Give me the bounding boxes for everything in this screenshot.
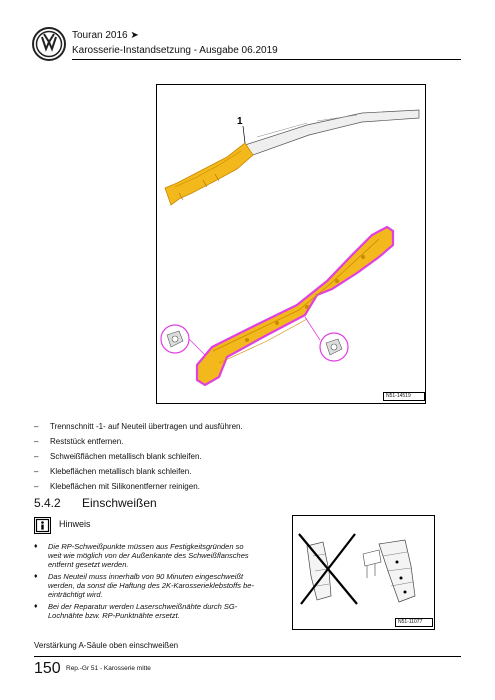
notes-list (34, 542, 274, 623)
document-title: Touran 2016 ➤ (72, 30, 139, 41)
diamond-icon: ♦ (34, 573, 38, 580)
step-item: – Klebeflächen metallisch blank schleifen. (34, 467, 192, 476)
next-procedure-link[interactable]: Verstärkung A-Säule oben einschweißen (34, 641, 179, 650)
note-item: ♦ Das Neuteil muss innerhalb von 90 Minuten eingeschweißt werden, da sonst die Haftung des 2K-Karosserieklebstoffs be- einträchtigt wird. (34, 572, 254, 599)
callout-1: 1 (237, 116, 243, 127)
section-title: Einschweißen (82, 496, 157, 510)
footer-divider (34, 656, 461, 657)
info-icon (34, 517, 51, 534)
header-divider (72, 59, 461, 60)
page-number: 150 (34, 660, 61, 677)
diamond-icon: ♦ (34, 543, 38, 550)
step-item: – Reststück entfernen. (34, 437, 124, 446)
figure-a-pillar-reinforcement (156, 84, 426, 404)
document-subtitle: Karosserie-Instandsetzung - Ausgabe 06.2019 (72, 45, 278, 56)
step-item: – Schweißflächen metallisch blank schleifen. (34, 452, 202, 461)
footer-chapter: Rep.-Gr 51 - Karosserie mitte (66, 665, 151, 672)
step-list (34, 422, 454, 497)
step-item: – Trennschnitt -1- auf Neuteil übertragen und ausführen. (34, 422, 243, 431)
vw-logo (32, 27, 66, 61)
hint-label: Hinweis (59, 519, 91, 529)
note-item: ♦ Bei der Reparatur werden Laserschweißnähte durch SG- Lochnähte bzw. RP-Punktnähte ersetzt. (34, 602, 238, 620)
figure-id: N51-11077 (395, 618, 433, 627)
note-item: ♦ Die RP-Schweißpunkte müssen aus Festigkeitsgründen so weit wie möglich von der Außenkante des Schweißflansches entfernt gesetzt werden. (34, 542, 249, 569)
step-item: – Klebeflächen mit Silikonentferner reinigen. (34, 482, 200, 491)
section-number: 5.4.2 (34, 496, 61, 510)
figure-id: N51-14519 (383, 392, 425, 401)
diamond-icon: ♦ (34, 603, 38, 610)
figure-weld-comparison (292, 515, 435, 630)
